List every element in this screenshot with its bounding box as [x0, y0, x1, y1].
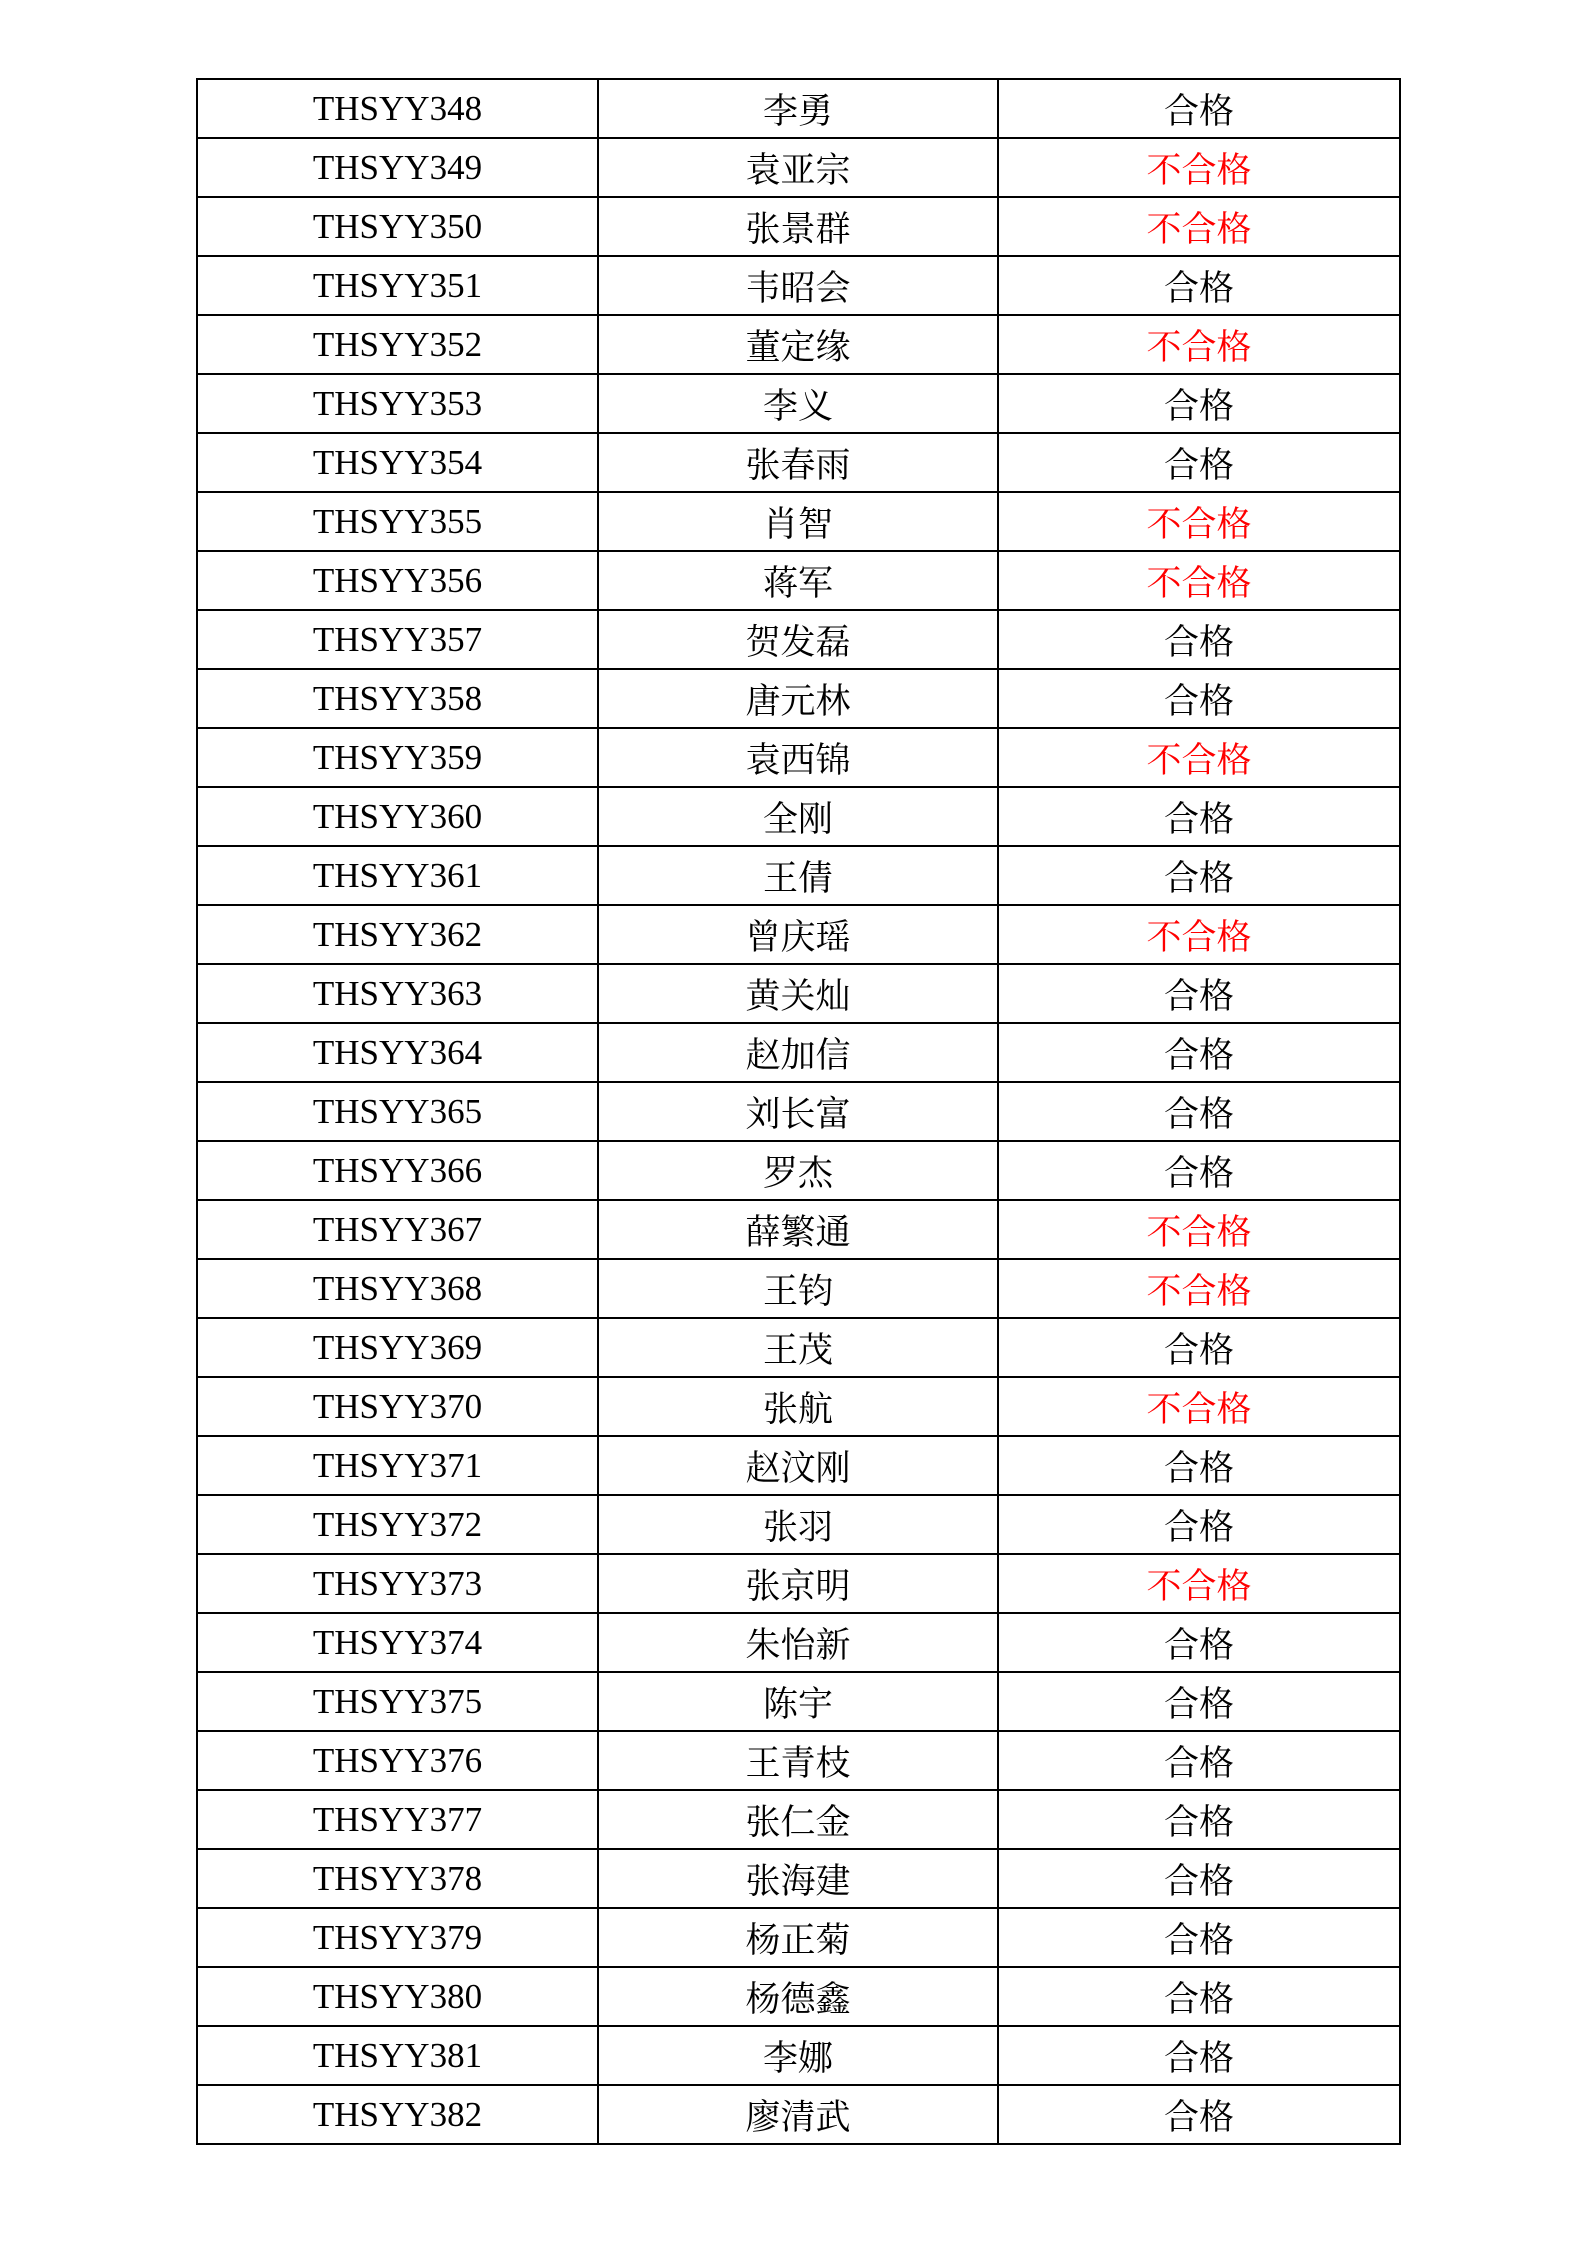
candidate-name-cell: 蒋军 [598, 551, 998, 610]
table-row [197, 1436, 1400, 1495]
candidate-name-cell: 韦昭会 [598, 256, 998, 315]
result-pass-cell: 合格 [998, 1790, 1400, 1849]
table-row [197, 1908, 1400, 1967]
candidate-id-cell: THSYY362 [197, 905, 598, 964]
candidate-id-cell: THSYY369 [197, 1318, 598, 1377]
table-row [197, 1259, 1400, 1318]
table-row [197, 1790, 1400, 1849]
candidate-id-cell: THSYY363 [197, 964, 598, 1023]
result-pass-cell: 合格 [998, 787, 1400, 846]
candidate-name-cell: 张航 [598, 1377, 998, 1436]
candidate-id-cell: THSYY367 [197, 1200, 598, 1259]
table-row [197, 256, 1400, 315]
candidate-id-cell: THSYY366 [197, 1141, 598, 1200]
candidate-id-cell: THSYY357 [197, 610, 598, 669]
candidate-name-cell: 杨正菊 [598, 1908, 998, 1967]
result-pass-cell: 合格 [998, 1495, 1400, 1554]
result-pass-cell: 合格 [998, 846, 1400, 905]
candidate-id-cell: THSYY377 [197, 1790, 598, 1849]
candidate-name-cell: 肖智 [598, 492, 998, 551]
candidate-name-cell: 张京明 [598, 1554, 998, 1613]
candidate-name-cell: 朱怡新 [598, 1613, 998, 1672]
candidate-id-cell: THSYY365 [197, 1082, 598, 1141]
candidate-name-cell: 唐元林 [598, 669, 998, 728]
result-pass-cell: 合格 [998, 1318, 1400, 1377]
candidate-name-cell: 罗杰 [598, 1141, 998, 1200]
table-row [197, 551, 1400, 610]
result-pass-cell: 合格 [998, 1613, 1400, 1672]
candidate-name-cell: 赵加信 [598, 1023, 998, 1082]
table-row [197, 846, 1400, 905]
candidate-id-cell: THSYY382 [197, 2085, 598, 2144]
result-pass-cell: 合格 [998, 1672, 1400, 1731]
candidate-id-cell: THSYY371 [197, 1436, 598, 1495]
candidate-name-cell: 陈宇 [598, 1672, 998, 1731]
candidate-id-cell: THSYY376 [197, 1731, 598, 1790]
candidate-name-cell: 李勇 [598, 79, 998, 138]
candidate-id-cell: THSYY379 [197, 1908, 598, 1967]
table-row [197, 1672, 1400, 1731]
result-pass-cell: 合格 [998, 2026, 1400, 2085]
table-row [197, 1554, 1400, 1613]
candidate-name-cell: 杨德鑫 [598, 1967, 998, 2026]
candidate-name-cell: 张仁金 [598, 1790, 998, 1849]
result-fail-cell: 不合格 [998, 197, 1400, 256]
result-pass-cell: 合格 [998, 1023, 1400, 1082]
candidate-name-cell: 王倩 [598, 846, 998, 905]
result-pass-cell: 合格 [998, 669, 1400, 728]
table-row [197, 964, 1400, 1023]
candidate-name-cell: 袁亚宗 [598, 138, 998, 197]
result-fail-cell: 不合格 [998, 315, 1400, 374]
candidate-id-cell: THSYY356 [197, 551, 598, 610]
result-fail-cell: 不合格 [998, 905, 1400, 964]
candidate-name-cell: 全刚 [598, 787, 998, 846]
candidate-name-cell: 张景群 [598, 197, 998, 256]
table-row [197, 2026, 1400, 2085]
candidate-id-cell: THSYY358 [197, 669, 598, 728]
candidate-name-cell: 张海建 [598, 1849, 998, 1908]
results-table-body [197, 79, 1400, 2144]
candidate-name-cell: 廖清武 [598, 2085, 998, 2144]
candidate-id-cell: THSYY368 [197, 1259, 598, 1318]
result-pass-cell: 合格 [998, 610, 1400, 669]
candidate-name-cell: 刘长富 [598, 1082, 998, 1141]
table-row [197, 1495, 1400, 1554]
table-row [197, 728, 1400, 787]
candidate-id-cell: THSYY372 [197, 1495, 598, 1554]
candidate-name-cell: 赵汶刚 [598, 1436, 998, 1495]
table-row [197, 787, 1400, 846]
candidate-id-cell: THSYY375 [197, 1672, 598, 1731]
candidate-id-cell: THSYY378 [197, 1849, 598, 1908]
table-row [197, 315, 1400, 374]
candidate-name-cell: 曾庆瑶 [598, 905, 998, 964]
result-fail-cell: 不合格 [998, 728, 1400, 787]
result-fail-cell: 不合格 [998, 551, 1400, 610]
table-row [197, 1849, 1400, 1908]
result-pass-cell: 合格 [998, 1141, 1400, 1200]
result-fail-cell: 不合格 [998, 138, 1400, 197]
table-row [197, 138, 1400, 197]
result-fail-cell: 不合格 [998, 1377, 1400, 1436]
candidate-name-cell: 薛繁通 [598, 1200, 998, 1259]
candidate-name-cell: 王茂 [598, 1318, 998, 1377]
candidate-id-cell: THSYY381 [197, 2026, 598, 2085]
table-row [197, 1318, 1400, 1377]
table-row [197, 1613, 1400, 1672]
candidate-id-cell: THSYY373 [197, 1554, 598, 1613]
candidate-id-cell: THSYY349 [197, 138, 598, 197]
result-fail-cell: 不合格 [998, 1259, 1400, 1318]
table-row [197, 1023, 1400, 1082]
candidate-id-cell: THSYY351 [197, 256, 598, 315]
candidate-name-cell: 李娜 [598, 2026, 998, 2085]
result-fail-cell: 不合格 [998, 1200, 1400, 1259]
table-row [197, 2085, 1400, 2144]
candidate-name-cell: 张春雨 [598, 433, 998, 492]
candidate-name-cell: 张羽 [598, 1495, 998, 1554]
table-row [197, 79, 1400, 138]
result-pass-cell: 合格 [998, 433, 1400, 492]
table-row [197, 492, 1400, 551]
candidate-name-cell: 董定缘 [598, 315, 998, 374]
table-row [197, 1082, 1400, 1141]
candidate-id-cell: THSYY370 [197, 1377, 598, 1436]
table-row [197, 433, 1400, 492]
table-row [197, 197, 1400, 256]
candidate-name-cell: 王青枝 [598, 1731, 998, 1790]
candidate-id-cell: THSYY355 [197, 492, 598, 551]
table-row [197, 1731, 1400, 1790]
candidate-id-cell: THSYY353 [197, 374, 598, 433]
result-pass-cell: 合格 [998, 1731, 1400, 1790]
result-pass-cell: 合格 [998, 1967, 1400, 2026]
candidate-id-cell: THSYY354 [197, 433, 598, 492]
candidate-name-cell: 李义 [598, 374, 998, 433]
result-pass-cell: 合格 [998, 964, 1400, 1023]
table-row [197, 1377, 1400, 1436]
result-pass-cell: 合格 [998, 79, 1400, 138]
result-fail-cell: 不合格 [998, 492, 1400, 551]
candidate-name-cell: 袁西锦 [598, 728, 998, 787]
results-table [196, 78, 1401, 2145]
candidate-id-cell: THSYY359 [197, 728, 598, 787]
candidate-id-cell: THSYY361 [197, 846, 598, 905]
candidate-id-cell: THSYY348 [197, 79, 598, 138]
result-pass-cell: 合格 [998, 256, 1400, 315]
table-row [197, 1967, 1400, 2026]
result-pass-cell: 合格 [998, 1082, 1400, 1141]
candidate-name-cell: 王钧 [598, 1259, 998, 1318]
result-pass-cell: 合格 [998, 2085, 1400, 2144]
candidate-name-cell: 黄关灿 [598, 964, 998, 1023]
result-pass-cell: 合格 [998, 1908, 1400, 1967]
result-pass-cell: 合格 [998, 1849, 1400, 1908]
candidate-id-cell: THSYY374 [197, 1613, 598, 1672]
table-row [197, 610, 1400, 669]
result-pass-cell: 合格 [998, 1436, 1400, 1495]
table-row [197, 1200, 1400, 1259]
candidate-id-cell: THSYY364 [197, 1023, 598, 1082]
result-fail-cell: 不合格 [998, 1554, 1400, 1613]
table-row [197, 669, 1400, 728]
candidate-id-cell: THSYY380 [197, 1967, 598, 2026]
candidate-name-cell: 贺发磊 [598, 610, 998, 669]
table-row [197, 905, 1400, 964]
candidate-id-cell: THSYY352 [197, 315, 598, 374]
candidate-id-cell: THSYY350 [197, 197, 598, 256]
table-row [197, 1141, 1400, 1200]
candidate-id-cell: THSYY360 [197, 787, 598, 846]
result-pass-cell: 合格 [998, 374, 1400, 433]
table-row [197, 374, 1400, 433]
